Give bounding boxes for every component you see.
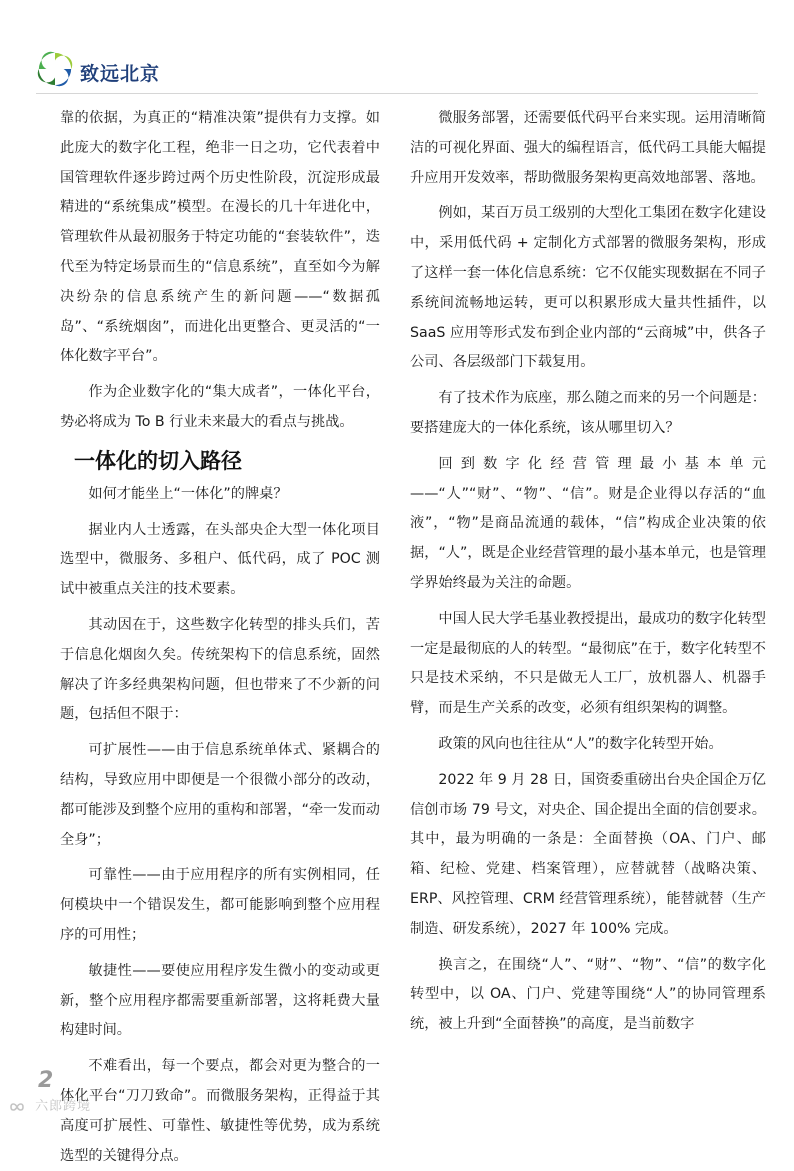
- right-column: [410, 104, 766, 1040]
- paragraph: 例如，某百万员工级别的大型化工集团在数字化建设中，采用低代码 + 定制化方式部署的微服务架构，形成了这样一套一体化信息系统：它不仅能实现数据在不同子系统间流畅地运转，更可以积累形成大量共性插件，以 SaaS 应用等形式发布到企业内部的“云商城”中，供各子公司、各层级部门下载复用。: [410, 205, 766, 371]
- section-heading: 一体化的切入路径: [74, 448, 242, 473]
- paragraph: 如何才能坐上“一体化”的牌桌？: [88, 485, 288, 502]
- brand-name: 致远北京: [80, 63, 161, 85]
- paragraph: 其动因在于，这些数字化转型的排头兵们，苦于信息化烟囱久矣。传统架构下的信息系统，固然解决了许多经典架构问题，但也带来了不少新的问题，包括但不限于：: [60, 616, 380, 723]
- header-divider: [36, 93, 758, 94]
- paragraph: 中国人民大学毛基业教授提出，最成功的数字化转型一定是最彻底的人的转型。“最彻底”在于，数字化转型不只是技术采纳，不只是做无人工厂，放机器人、机器手臂，而是生产关系的改变，必须有组织架构的调整。: [410, 610, 766, 717]
- paragraph: 不难看出，每一个要点，都会对更为整合的一体化平台“刀刀致命”。而微服务架构，正得益于其高度可扩展性、可靠性、敏捷性等优势，成为系统选型的关键得分点。: [60, 1058, 380, 1164]
- paragraph: 微服务部署，还需要低代码平台来实现。运用清晰简洁的可视化界面、强大的编程语言，低代码工具能大幅提升应用开发效率，帮助微服务架构更高效地部署、落地。: [410, 110, 766, 186]
- watermark-text: 六郎跨境: [35, 1099, 92, 1114]
- watermark: [6, 1095, 91, 1114]
- paragraph: 敏捷性——要使应用程序发生微小的变动或更新，整个应用程序都需要重新部署，这将耗费大量构建时间。: [60, 962, 380, 1039]
- left-column: [60, 104, 380, 1171]
- paragraph: 有了技术作为底座，那么随之而来的另一个问题是：要搭建庞大的一体化系统，该从哪里切入？: [410, 390, 766, 436]
- paragraph: 回到数字化经营管理最小基本单元——“人”“财”、“物”、“信”。财是企业得以存活的“血液”，“物”是商品流通的载体，“信”构成企业决策的依据，“人”，既是企业经营管理的最小基本单元，也是管理学界始终最为关注的命题。: [410, 455, 766, 591]
- paragraph: 据业内人士透露，在头部央企大型一体化项目选型中，微服务、多租户、低代码，成了 POC 测试中被重点关注的技术要素。: [60, 521, 380, 598]
- paragraph: 可扩展性——由于信息系统单体式、紧耦合的结构，导致应用中即便是一个很微小部分的改动，都可能涉及到整个应用的重构和部署，“牵一发而动全身”；: [60, 742, 380, 848]
- page-number: 2: [38, 1068, 54, 1093]
- swirl-logo-icon: [36, 50, 74, 88]
- paragraph: 政策的风向也往往从“人”的数字化转型开始。: [438, 735, 723, 752]
- paragraph: 2022 年 9 月 28 日，国资委重磅出台央企国企万亿信创市场 79 号文，对央企、国企提出全面的信创要求。其中，最为明确的一条是：全面替换（OA、门户、邮箱、纪检、党建、档案管理），应替就替（战略决策、ERP、风控管理、CRM 经营管理系统），能替就替（生产制造、研发系统），2027 年 100% 完成。: [410, 771, 766, 937]
- paragraph: 作为企业数字化的“集大成者”，一体化平台，势必将成为 To B 行业未来最大的看点与挑战。: [60, 384, 380, 430]
- paragraph: 换言之，在围绕“人”、“财”、“物”、“信”的数字化转型中，以 OA、门户、党建等围绕“人”的协同管理系统，被上升到“全面替换”的高度，是当前数字: [410, 956, 766, 1033]
- paragraph: 靠的依据，为真正的“精准决策”提供有力支撑。如此庞大的数字化工程，绝非一日之功，它代表着中国管理软件逐步跨过两个历史性阶段，沉淀形成最精进的“系统集成”模型。在漫长的几十年进化中，管理软件从最初服务于特定功能的“套装软件”，迭代至为特定场景而生的“信息系统”，直至如今为解决纷杂的信息系统产生的新问题——“数据孤岛”、“系统烟囱”，而进化出更整合、更灵活的“一体化数字平台”。: [60, 110, 380, 365]
- page-header: [36, 50, 756, 90]
- paragraph: 可靠性——由于应用程序的所有实例相同，任何模块中一个错误发生，都可能影响到整个应用程序的可用性；: [60, 867, 380, 943]
- infinity-logo-icon: [6, 1100, 28, 1114]
